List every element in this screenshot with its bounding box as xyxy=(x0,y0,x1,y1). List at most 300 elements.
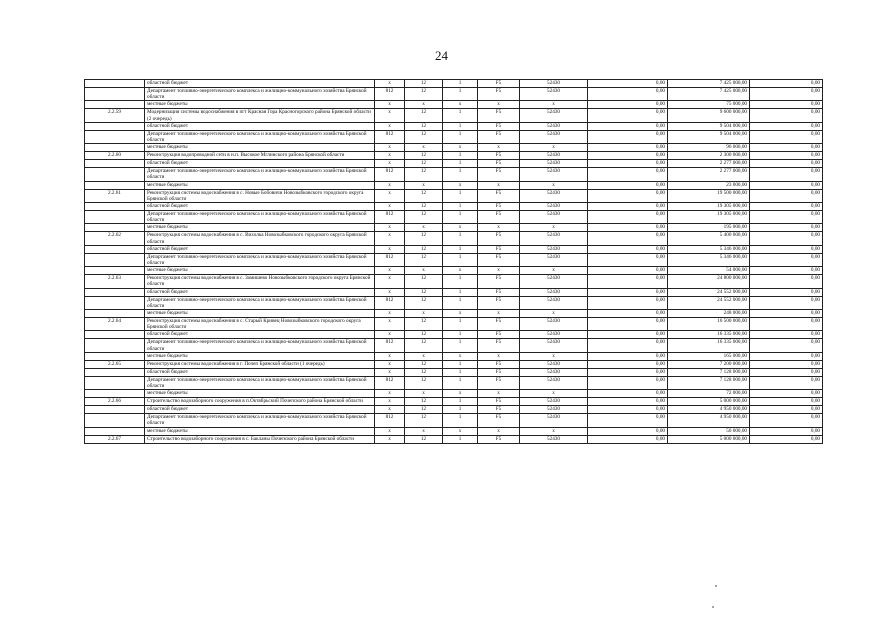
cell-grbs: 812 xyxy=(375,211,405,224)
cell-grbs: 812 xyxy=(375,88,405,101)
cell-value-1: 0,00 xyxy=(588,80,668,88)
cell-name: областной бюджет xyxy=(145,245,375,253)
cell-podrazdel: 1 xyxy=(443,122,478,130)
cell-target-code: 52430 xyxy=(520,203,588,211)
cell-target-code: 52430 xyxy=(520,232,588,245)
cell-name: областной бюджет xyxy=(145,288,375,296)
cell-value-2: 24 552 000,00 xyxy=(668,296,750,309)
cell-value-2: 16 500 000,00 xyxy=(668,318,750,331)
cell-program: x xyxy=(478,310,520,318)
cell-podrazdel: 1 xyxy=(443,245,478,253)
cell-target-code: x xyxy=(520,144,588,152)
cell-program: F5 xyxy=(478,288,520,296)
cell-number: 2.2.64 xyxy=(85,318,145,331)
cell-value-2: 4 950 000,00 xyxy=(668,406,750,414)
cell-name: областной бюджет xyxy=(145,160,375,168)
cell-program: F5 xyxy=(478,253,520,266)
cell-name: Департамент топливно-энергетического комплекса и жилищно-коммунального хозяйства Брянской области xyxy=(145,376,375,389)
cell-name: местные бюджеты xyxy=(145,101,375,109)
cell-podrazdel: 1 xyxy=(443,152,478,160)
cell-name: Департамент топливно-энергетического комплекса и жилищно-коммунального хозяйства Брянской области xyxy=(145,253,375,266)
cell-value-1: 0,00 xyxy=(588,310,668,318)
cell-value-3: 0,00 xyxy=(750,122,823,130)
cell-value-3: 0,00 xyxy=(750,296,823,309)
cell-razdel: 12 xyxy=(405,160,443,168)
cell-razdel: 12 xyxy=(405,296,443,309)
table-row xyxy=(85,288,823,296)
cell-number xyxy=(85,376,145,389)
cell-value-2: 195 000,00 xyxy=(668,224,750,232)
cell-value-3: 0,00 xyxy=(750,275,823,288)
cell-value-3: 0,00 xyxy=(750,245,823,253)
cell-target-code: 52430 xyxy=(520,414,588,427)
cell-value-1: 0,00 xyxy=(588,352,668,360)
cell-grbs: x xyxy=(375,232,405,245)
cell-podrazdel: 1 xyxy=(443,288,478,296)
cell-value-1: 0,00 xyxy=(588,390,668,398)
cell-name: местные бюджеты xyxy=(145,267,375,275)
table-row xyxy=(85,398,823,406)
cell-value-1: 0,00 xyxy=(588,414,668,427)
cell-razdel: 12 xyxy=(405,80,443,88)
cell-value-2: 24 552 000,00 xyxy=(668,288,750,296)
cell-program: F5 xyxy=(478,109,520,122)
cell-target-code: 52430 xyxy=(520,211,588,224)
cell-podrazdel: 1 xyxy=(443,168,478,181)
cell-grbs: x xyxy=(375,331,405,339)
cell-value-2: 9 504 000,00 xyxy=(668,130,750,143)
cell-razdel: 12 xyxy=(405,152,443,160)
cell-grbs: x xyxy=(375,318,405,331)
cell-value-3: 0,00 xyxy=(750,331,823,339)
cell-value-3: 0,00 xyxy=(750,352,823,360)
table-row xyxy=(85,390,823,398)
cell-razdel: x xyxy=(405,310,443,318)
cell-number xyxy=(85,144,145,152)
cell-number: 2.2.65 xyxy=(85,360,145,368)
cell-podrazdel: x xyxy=(443,101,478,109)
cell-value-2: 72 000,00 xyxy=(668,390,750,398)
table-row xyxy=(85,109,823,122)
cell-target-code: 52430 xyxy=(520,398,588,406)
cell-target-code: 52430 xyxy=(520,318,588,331)
cell-value-2: 24 800 000,00 xyxy=(668,275,750,288)
cell-number xyxy=(85,414,145,427)
cell-program: F5 xyxy=(478,275,520,288)
cell-grbs: 812 xyxy=(375,414,405,427)
cell-grbs: x xyxy=(375,368,405,376)
cell-program: F5 xyxy=(478,296,520,309)
cell-grbs: 812 xyxy=(375,376,405,389)
cell-value-2: 5 000 000,00 xyxy=(668,398,750,406)
cell-value-2: 5 400 000,00 xyxy=(668,232,750,245)
cell-grbs: x xyxy=(375,160,405,168)
cell-grbs: x xyxy=(375,360,405,368)
table-row xyxy=(85,339,823,352)
cell-value-1: 0,00 xyxy=(588,398,668,406)
table-row xyxy=(85,245,823,253)
table-row xyxy=(85,160,823,168)
cell-program: F5 xyxy=(478,435,520,443)
cell-target-code: x xyxy=(520,310,588,318)
cell-podrazdel: 1 xyxy=(443,376,478,389)
table-row xyxy=(85,318,823,331)
cell-razdel: x xyxy=(405,224,443,232)
cell-target-code: 52430 xyxy=(520,80,588,88)
cell-program: F5 xyxy=(478,88,520,101)
cell-value-2: 5 346 000,00 xyxy=(668,253,750,266)
cell-number xyxy=(85,101,145,109)
cell-program: F5 xyxy=(478,211,520,224)
cell-name: местные бюджеты xyxy=(145,427,375,435)
table-body xyxy=(85,80,823,444)
cell-number xyxy=(85,339,145,352)
cell-value-3: 0,00 xyxy=(750,144,823,152)
cell-name: местные бюджеты xyxy=(145,181,375,189)
cell-name: Реконструкция системы водоснабжения в с. Замишево Новозыбковского городского округа Брянской области xyxy=(145,275,375,288)
cell-podrazdel: x xyxy=(443,224,478,232)
cell-number xyxy=(85,253,145,266)
cell-value-3: 0,00 xyxy=(750,88,823,101)
cell-program: x xyxy=(478,352,520,360)
cell-target-code: 52430 xyxy=(520,168,588,181)
table-row xyxy=(85,427,823,435)
cell-program: F5 xyxy=(478,398,520,406)
cell-name: областной бюджет xyxy=(145,122,375,130)
cell-target-code: 52430 xyxy=(520,88,588,101)
cell-value-3: 0,00 xyxy=(750,360,823,368)
cell-value-1: 0,00 xyxy=(588,224,668,232)
cell-program: F5 xyxy=(478,189,520,202)
cell-podrazdel: x xyxy=(443,267,478,275)
cell-podrazdel: 1 xyxy=(443,331,478,339)
cell-name: областной бюджет xyxy=(145,406,375,414)
cell-value-3: 0,00 xyxy=(750,427,823,435)
cell-grbs: x xyxy=(375,224,405,232)
cell-value-2: 165 000,00 xyxy=(668,352,750,360)
cell-value-3: 0,00 xyxy=(750,310,823,318)
cell-podrazdel: 1 xyxy=(443,406,478,414)
cell-name: местные бюджеты xyxy=(145,310,375,318)
cell-number: 2.2.61 xyxy=(85,189,145,202)
cell-target-code: 52430 xyxy=(520,339,588,352)
cell-value-1: 0,00 xyxy=(588,406,668,414)
cell-grbs: x xyxy=(375,189,405,202)
cell-name: областной бюджет xyxy=(145,203,375,211)
cell-program: F5 xyxy=(478,130,520,143)
cell-razdel: 12 xyxy=(405,88,443,101)
cell-razdel: 12 xyxy=(405,203,443,211)
cell-value-1: 0,00 xyxy=(588,211,668,224)
table-row xyxy=(85,253,823,266)
cell-grbs: x xyxy=(375,122,405,130)
cell-value-3: 0,00 xyxy=(750,160,823,168)
cell-value-3: 0,00 xyxy=(750,435,823,443)
table-row xyxy=(85,267,823,275)
cell-value-1: 0,00 xyxy=(588,130,668,143)
table-row xyxy=(85,88,823,101)
cell-podrazdel: 1 xyxy=(443,360,478,368)
cell-program: x xyxy=(478,144,520,152)
cell-number xyxy=(85,130,145,143)
table-row xyxy=(85,168,823,181)
cell-program: x xyxy=(478,181,520,189)
cell-target-code: 52430 xyxy=(520,122,588,130)
cell-target-code: x xyxy=(520,224,588,232)
cell-grbs: x xyxy=(375,267,405,275)
cell-value-1: 0,00 xyxy=(588,122,668,130)
cell-razdel: 12 xyxy=(405,435,443,443)
cell-value-1: 0,00 xyxy=(588,288,668,296)
cell-name: Департамент топливно-энергетического комплекса и жилищно-коммунального хозяйства Брянской области xyxy=(145,414,375,427)
cell-number xyxy=(85,331,145,339)
cell-value-1: 0,00 xyxy=(588,232,668,245)
cell-number xyxy=(85,296,145,309)
table-row xyxy=(85,152,823,160)
cell-podrazdel: 1 xyxy=(443,189,478,202)
cell-number xyxy=(85,211,145,224)
cell-razdel: 12 xyxy=(405,189,443,202)
cell-program: x xyxy=(478,101,520,109)
cell-number xyxy=(85,245,145,253)
table-row xyxy=(85,414,823,427)
cell-target-code: 52430 xyxy=(520,331,588,339)
cell-target-code: 52430 xyxy=(520,296,588,309)
cell-podrazdel: 1 xyxy=(443,203,478,211)
cell-name: местные бюджеты xyxy=(145,144,375,152)
cell-name: Реконструкция системы водоснабжения в с. Вихолка Новозыбковского городского округа Брянской области xyxy=(145,232,375,245)
cell-number xyxy=(85,122,145,130)
cell-value-2: 7 200 000,00 xyxy=(668,360,750,368)
cell-program: F5 xyxy=(478,331,520,339)
table-row xyxy=(85,376,823,389)
cell-number xyxy=(85,181,145,189)
cell-grbs: x xyxy=(375,310,405,318)
cell-podrazdel: 1 xyxy=(443,275,478,288)
cell-number xyxy=(85,390,145,398)
cell-target-code: 52430 xyxy=(520,435,588,443)
cell-razdel: 12 xyxy=(405,253,443,266)
table-row xyxy=(85,80,823,88)
cell-podrazdel: 1 xyxy=(443,232,478,245)
cell-target-code: x xyxy=(520,267,588,275)
cell-value-1: 0,00 xyxy=(588,427,668,435)
cell-value-1: 0,00 xyxy=(588,160,668,168)
cell-number xyxy=(85,352,145,360)
cell-program: F5 xyxy=(478,80,520,88)
cell-razdel: 12 xyxy=(405,130,443,143)
cell-name: Департамент топливно-энергетического комплекса и жилищно-коммунального хозяйства Брянской области xyxy=(145,130,375,143)
cell-razdel: 12 xyxy=(405,245,443,253)
cell-value-2: 248 000,00 xyxy=(668,310,750,318)
cell-razdel: 12 xyxy=(405,398,443,406)
cell-value-1: 0,00 xyxy=(588,101,668,109)
cell-number xyxy=(85,203,145,211)
cell-value-2: 19 305 000,00 xyxy=(668,211,750,224)
cell-value-2: 19 305 000,00 xyxy=(668,203,750,211)
cell-number xyxy=(85,80,145,88)
cell-program: F5 xyxy=(478,339,520,352)
cell-program: x xyxy=(478,390,520,398)
budget-table xyxy=(84,79,823,444)
cell-value-2: 96 000,00 xyxy=(668,144,750,152)
cell-value-3: 0,00 xyxy=(750,390,823,398)
cell-value-3: 0,00 xyxy=(750,152,823,160)
cell-name: Департамент топливно-энергетического комплекса и жилищно-коммунального хозяйства Брянской области xyxy=(145,211,375,224)
cell-number: 2.2.66 xyxy=(85,398,145,406)
table-row xyxy=(85,189,823,202)
cell-value-3: 0,00 xyxy=(750,101,823,109)
cell-program: F5 xyxy=(478,360,520,368)
cell-number: 2.2.63 xyxy=(85,275,145,288)
cell-value-3: 0,00 xyxy=(750,406,823,414)
cell-razdel: 12 xyxy=(405,339,443,352)
cell-grbs: x xyxy=(375,390,405,398)
cell-value-3: 0,00 xyxy=(750,211,823,224)
cell-grbs: x xyxy=(375,181,405,189)
cell-value-1: 0,00 xyxy=(588,144,668,152)
cell-value-1: 0,00 xyxy=(588,189,668,202)
cell-target-code: 52430 xyxy=(520,109,588,122)
cell-value-3: 0,00 xyxy=(750,376,823,389)
cell-razdel: 12 xyxy=(405,368,443,376)
table-row xyxy=(85,406,823,414)
cell-grbs: x xyxy=(375,101,405,109)
cell-program: x xyxy=(478,267,520,275)
cell-target-code: x xyxy=(520,101,588,109)
table-row xyxy=(85,211,823,224)
cell-target-code: x xyxy=(520,352,588,360)
cell-number xyxy=(85,88,145,101)
cell-podrazdel: 1 xyxy=(443,80,478,88)
cell-target-code: 52430 xyxy=(520,406,588,414)
cell-value-3: 0,00 xyxy=(750,288,823,296)
page-number: 24 xyxy=(435,48,448,63)
cell-name: Строительство водозаборного сооружения в с. Бакланы Почепского района Брянской области xyxy=(145,435,375,443)
cell-podrazdel: x xyxy=(443,181,478,189)
cell-target-code: x xyxy=(520,181,588,189)
cell-value-2: 2 277 000,00 xyxy=(668,168,750,181)
cell-value-3: 0,00 xyxy=(750,398,823,406)
cell-value-2: 54 000,00 xyxy=(668,267,750,275)
cell-value-3: 0,00 xyxy=(750,181,823,189)
table-row xyxy=(85,368,823,376)
table-row xyxy=(85,224,823,232)
table-row xyxy=(85,232,823,245)
table-row xyxy=(85,360,823,368)
cell-podrazdel: 1 xyxy=(443,339,478,352)
cell-name: местные бюджеты xyxy=(145,390,375,398)
cell-value-1: 0,00 xyxy=(588,203,668,211)
cell-target-code: 52430 xyxy=(520,288,588,296)
cell-value-2: 7 425 000,00 xyxy=(668,88,750,101)
cell-grbs: x xyxy=(375,109,405,122)
cell-grbs: x xyxy=(375,398,405,406)
cell-program: F5 xyxy=(478,406,520,414)
table-row xyxy=(85,181,823,189)
cell-grbs: x xyxy=(375,288,405,296)
cell-value-1: 0,00 xyxy=(588,376,668,389)
cell-value-1: 0,00 xyxy=(588,275,668,288)
cell-target-code: 52430 xyxy=(520,360,588,368)
cell-razdel: 12 xyxy=(405,109,443,122)
cell-program: F5 xyxy=(478,152,520,160)
cell-podrazdel: 1 xyxy=(443,435,478,443)
cell-podrazdel: 1 xyxy=(443,296,478,309)
cell-grbs: x xyxy=(375,203,405,211)
cell-target-code: 52430 xyxy=(520,130,588,143)
cell-value-2: 5 000 000,00 xyxy=(668,435,750,443)
cell-program: x xyxy=(478,224,520,232)
cell-value-2: 16 335 000,00 xyxy=(668,339,750,352)
cell-value-2: 7 128 000,00 xyxy=(668,368,750,376)
table-row xyxy=(85,101,823,109)
cell-name: Реконструкция системы водоснабжения в с. Новые Бобовичи Новозыбковского городского округа Брянской области xyxy=(145,189,375,202)
cell-grbs: x xyxy=(375,427,405,435)
cell-number xyxy=(85,310,145,318)
table-row xyxy=(85,352,823,360)
cell-target-code: 52430 xyxy=(520,275,588,288)
cell-podrazdel: x xyxy=(443,144,478,152)
cell-program: F5 xyxy=(478,414,520,427)
table-row xyxy=(85,130,823,143)
cell-razdel: 12 xyxy=(405,414,443,427)
cell-value-2: 50 000,00 xyxy=(668,427,750,435)
cell-target-code: 52430 xyxy=(520,245,588,253)
cell-number: 2.2.59 xyxy=(85,109,145,122)
cell-number xyxy=(85,160,145,168)
cell-value-3: 0,00 xyxy=(750,168,823,181)
cell-razdel: 12 xyxy=(405,275,443,288)
cell-program: F5 xyxy=(478,245,520,253)
cell-program: F5 xyxy=(478,168,520,181)
cell-value-3: 0,00 xyxy=(750,203,823,211)
cell-podrazdel: x xyxy=(443,310,478,318)
cell-razdel: x xyxy=(405,352,443,360)
cell-number xyxy=(85,406,145,414)
cell-value-1: 0,00 xyxy=(588,152,668,160)
cell-razdel: x xyxy=(405,144,443,152)
cell-podrazdel: 1 xyxy=(443,253,478,266)
cell-podrazdel: x xyxy=(443,390,478,398)
cell-podrazdel: 1 xyxy=(443,130,478,143)
cell-program: F5 xyxy=(478,203,520,211)
cell-name: Модернизация системы водоснабжения в пгт Красная Гора Красногорского района Брянской области (2 очередь) xyxy=(145,109,375,122)
cell-razdel: x xyxy=(405,267,443,275)
cell-name: Департамент топливно-энергетического комплекса и жилищно-коммунального хозяйства Брянской области xyxy=(145,168,375,181)
cell-name: местные бюджеты xyxy=(145,352,375,360)
cell-razdel: 12 xyxy=(405,122,443,130)
cell-name: областной бюджет xyxy=(145,331,375,339)
cell-value-1: 0,00 xyxy=(588,435,668,443)
cell-name: Департамент топливно-энергетического комплекса и жилищно-коммунального хозяйства Брянской области xyxy=(145,296,375,309)
cell-number xyxy=(85,267,145,275)
cell-name: Реконструкция системы водоснабжения в г. Почеп Брянской области (1 очередь) xyxy=(145,360,375,368)
table-row xyxy=(85,122,823,130)
cell-value-3: 0,00 xyxy=(750,339,823,352)
cell-value-2: 2 300 000,00 xyxy=(668,152,750,160)
cell-grbs: x xyxy=(375,144,405,152)
cell-grbs: 812 xyxy=(375,168,405,181)
cell-value-2: 7 128 000,00 xyxy=(668,376,750,389)
table-row xyxy=(85,275,823,288)
cell-program: x xyxy=(478,427,520,435)
cell-podrazdel: x xyxy=(443,352,478,360)
cell-number: 2.2.62 xyxy=(85,232,145,245)
cell-grbs: x xyxy=(375,275,405,288)
cell-grbs: x xyxy=(375,152,405,160)
cell-program: F5 xyxy=(478,376,520,389)
